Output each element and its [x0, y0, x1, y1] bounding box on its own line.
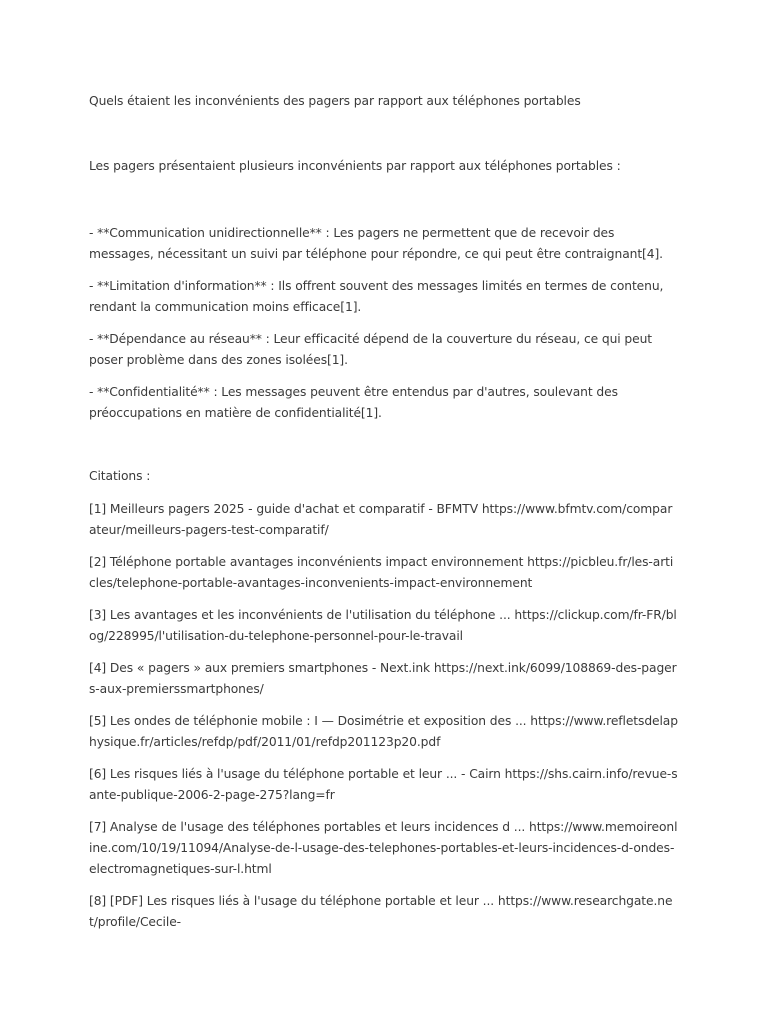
- bullet-item: - **Communication unidirectionnelle** : Les pagers ne permettent que de recevoir des messages, nécessitant un suivi par téléphone pour répondre, ce qui peut être contraignant[4].: [89, 226, 663, 261]
- citation-list: [89, 499, 679, 944]
- citation-item: [2] Téléphone portable avantages inconvénients impact environnement https://picbleu.fr/les-articles/telephone-portable-avantages-inconvenients-impact-environnement: [89, 555, 674, 590]
- citation-item: [7] Analyse de l'usage des téléphones portables et leurs incidences d ... https://www.memoireonline.com/10/19/11094/Analyse-de-l-usage-des-telephones-portables-et-leurs-incidences-d-ondes-electromagnetiques-sur-l.html: [89, 820, 678, 876]
- citation-item: [8] [PDF] Les risques liés à l'usage du téléphone portable et leur ... https://www.researchgate.net/profile/Cecile-: [89, 894, 673, 929]
- bullet-item: - **Dépendance au réseau** : Leur efficacité dépend de la couverture du réseau, ce qui peut poser problème dans des zones isolées[1].: [89, 332, 652, 367]
- intro-text: Les pagers présentaient plusieurs inconvénients par rapport aux téléphones portables :: [89, 159, 621, 173]
- bullet-item: - **Confidentialité** : Les messages peuvent être entendus par d'autres, soulevant des préoccupations en matière de confidentialité[1].: [89, 385, 618, 420]
- bullet-list: [89, 223, 679, 435]
- citation-item: [3] Les avantages et les inconvénients de l'utilisation du téléphone ... https://clickup.com/fr-FR/blog/228995/l'utilisation-du-telephone-personnel-pour-le-travail: [89, 608, 677, 643]
- citation-item: [1] Meilleurs pagers 2025 - guide d'achat et comparatif - BFMTV https://www.bfmtv.com/comparateur/meilleurs-pagers-test-comparatif/: [89, 502, 673, 537]
- bullet-item: - **Limitation d'information** : Ils offrent souvent des messages limités en termes de contenu, rendant la communication moins efficace[1].: [89, 279, 664, 314]
- citations-heading: Citations :: [89, 469, 151, 483]
- citation-item: [4] Des « pagers » aux premiers smartphones - Next.ink https://next.ink/6099/108869-des-pagers-aux-premierssmartphones/: [89, 661, 677, 696]
- citation-item: [5] Les ondes de téléphonie mobile : I — Dosimétrie et exposition des ... https://www.refletsdelaphysique.fr/articles/refdp/pdf/2011/01/refdp201123p20.pdf: [89, 714, 678, 749]
- citation-item: [6] Les risques liés à l'usage du téléphone portable et leur ... - Cairn https://shs.cairn.info/revue-sante-publique-2006-2-page-275?lang=fr: [89, 767, 678, 802]
- question-text: Quels étaient les inconvénients des pagers par rapport aux téléphones portables: [89, 94, 581, 108]
